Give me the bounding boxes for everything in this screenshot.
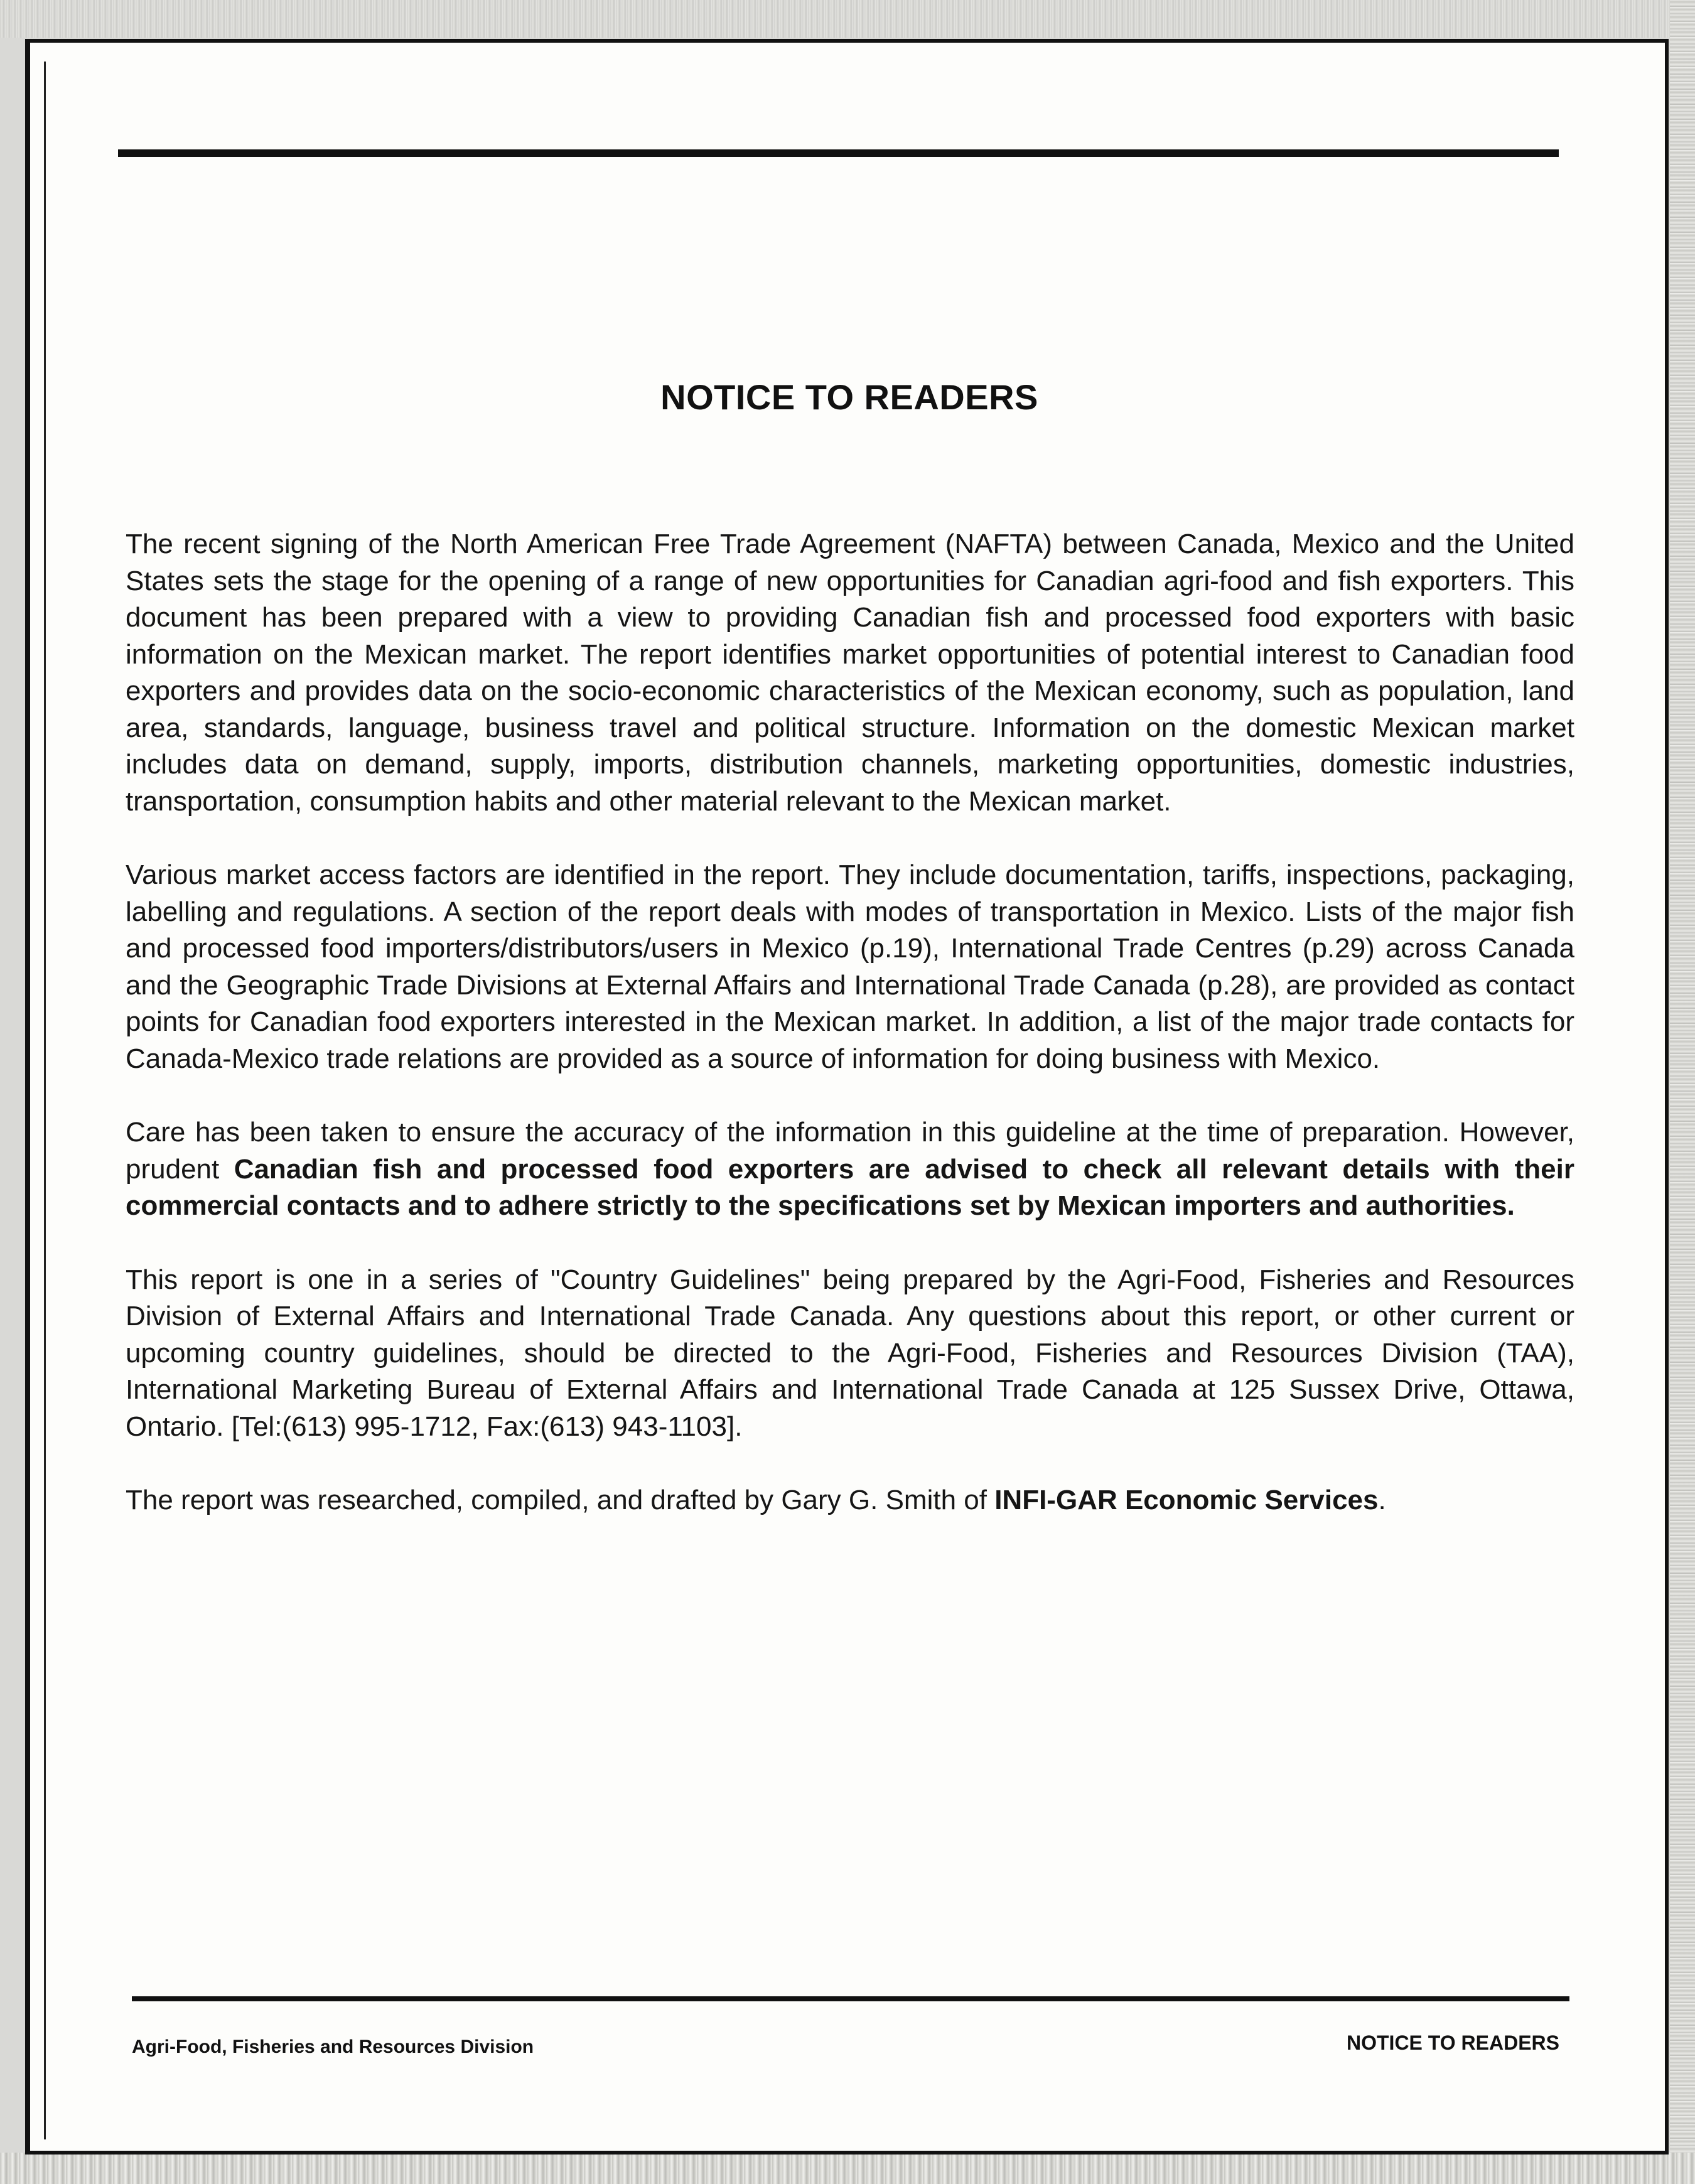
- paragraph-market-access: Various market access factors are identified in the report. They include documentation, tariffs, inspections, packaging, labelling and regulations. A section of the report deals with modes of transportation in Mexico. Lists of the major fish and processed food importers/distributors/users in Mexico (p.19), International Trade Centres (p.29) across Canada and the Geographic Trade Divisions at External Affairs and International Trade Canada (p.28), are provided as contact points for Canadian food exporters interested in the Mexican market. In addition, a list of the major trade contacts for Canada-Mexico trade relations are provided as a source of information for doing business with Mexico.: [126, 859, 1574, 1074]
- document-page: [25, 39, 1669, 2154]
- scan-edge-top: [0, 0, 1695, 38]
- body-text: [126, 526, 1574, 1556]
- footer-rule: [132, 1996, 1569, 2001]
- page-title: NOTICE TO READERS: [660, 377, 1038, 417]
- paragraph-author: [126, 1482, 1574, 1519]
- footer-section-title: NOTICE TO READERS: [1347, 2031, 1559, 2054]
- scan-edge-bottom: [0, 2153, 1695, 2184]
- paragraph-accuracy-text: Care has been taken to ensure the accuracy of the information in this guideline at the time of preparation. However, prudent: [126, 1117, 1574, 1185]
- top-rule: [118, 149, 1559, 157]
- paragraph-accuracy: [126, 1114, 1574, 1225]
- paragraph-author-end: .: [1378, 1485, 1386, 1515]
- binding-rule: [44, 62, 46, 2139]
- scan-edge-right: [1670, 0, 1695, 2184]
- footer-division: Agri-Food, Fisheries and Resources Division: [132, 2036, 534, 2057]
- paragraph-series: This report is one in a series of "Country Guidelines" being prepared by the Agri-Food, Fisheries and Resources Division of External Affairs and International Trade Canada. Any questions about this report, or other current or upcoming country guidelines, should be directed to the Agri-Food, Fisheries and Resources Division (TAA), International Marketing Bureau of External Affairs and International Trade Canada at 125 Sussex Drive, Ottawa, Ontario. [Tel:(613) 995-1712, Fax:(613) 943-1103].: [126, 1264, 1574, 1442]
- author-company: INFI-GAR Economic Services: [994, 1485, 1379, 1515]
- paragraph-accuracy-advice: Canadian fish and processed food exporters are advised to check all relevant details with their commercial contacts and to adhere strictly to the specifications set by Mexican importers and authorities.: [126, 1153, 1574, 1221]
- paragraph-nafta: The recent signing of the North American Free Trade Agreement (NAFTA) between Canada, Mexico and the United States sets the stage for the opening of a range of new opportunities for Canadian agri-food and fish exporters. This document has been prepared with a view to providing Canadian fish and processed food exporters with basic information on the Mexican market. The report identifies market opportunities of potential interest to Canadian food exporters and provides data on the socio-economic characteristics of the Mexican economy, such as population, land area, standards, language, business travel and political structure. Information on the domestic Mexican market includes data on demand, supply, imports, distribution channels, marketing opportunities, domestic industries, transportation, consumption habits and other material relevant to the Mexican market.: [126, 529, 1574, 817]
- paragraph-author-text: The report was researched, compiled, and drafted by Gary G. Smith of: [126, 1485, 995, 1515]
